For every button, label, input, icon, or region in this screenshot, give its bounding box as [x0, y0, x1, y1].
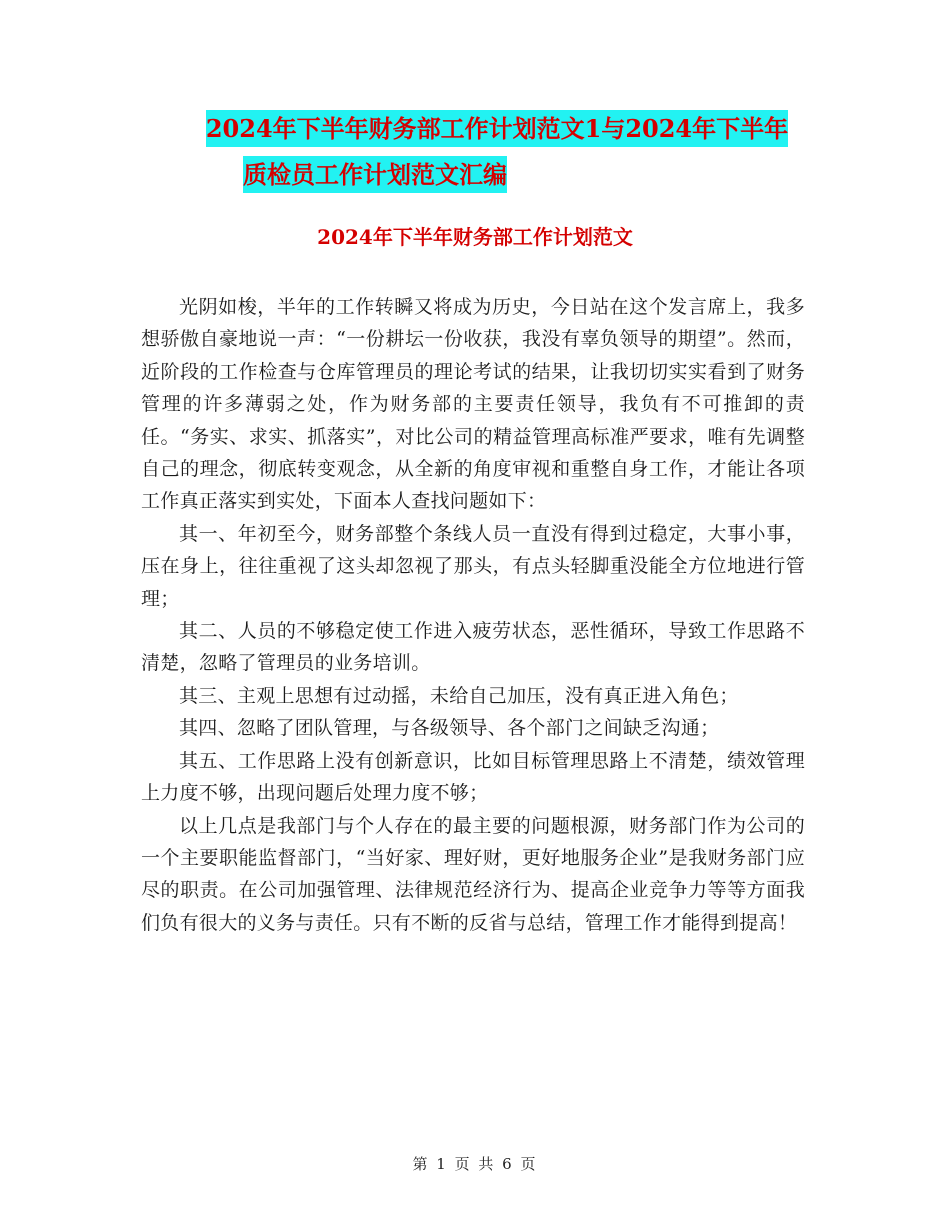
body-paragraph: 其四、忽略了团队管理，与各级领导、各个部门之间缺乏沟通； — [179, 717, 720, 740]
body-paragraph: 光阴如梭，半年的工作转瞬又将成为历史，今日站在这个发言席上，我多想骄傲自豪地说一声：“一份耕坛一份收获，我没有辜负领导的期望”。然而，近阶段的工作检查与仓库管理员的理论考试的结果，让我切切实实看到了财务管理的许多薄弱之处，作为财务部的主要责任领导，我负有不可推卸的责任。“务实、求实、抓落实”，对比公司的精益管理高标准严要求，唯有先调整自己的理念，彻底转变观念，从全新的角度审视和重整自身工作，才能让各项工作真正落实到实处，下面本人查找问题如下： — [141, 296, 805, 513]
body-paragraph: 其三、主观上思想有过动摇，未给自己加压，没有真正进入角色； — [179, 684, 739, 707]
document-body — [141, 291, 805, 939]
title-highlight: 质检员工作计划范文汇编 — [243, 156, 507, 193]
document-title-line-2 — [0, 158, 850, 192]
page-footer: 第 1 页 共 6 页 — [412, 1155, 538, 1173]
body-paragraph: 以上几点是我部门与个人存在的最主要的问题根源，财务部门作为公司的一个主要职能监督部门，“当好家、理好财，更好地服务企业”是我财务部门应尽的职责。在公司加强管理、法律规范经济行为、提高企业竞争力等等方面我们负有很大的义务与责任。只有不断的反省与总结，管理工作才能得到提高！ — [141, 814, 805, 934]
body-paragraph: 其一、年初至今，财务部整个条线人员一直没有得到过稳定，大事小事，压在身上，往往重视了这头却忽视了那头，有点头轻脚重没能全方位地进行管理； — [141, 522, 805, 610]
body-paragraph: 其二、人员的不够稳定使工作进入疲劳状态，恶性循环，导致工作思路不清楚，忽略了管理员的业务培训。 — [141, 620, 805, 675]
section-heading: 2024年下半年财务部工作计划范文 — [317, 225, 633, 249]
body-paragraph: 其五、工作思路上没有创新意识，比如目标管理思路上不清楚，绩效管理上力度不够，出现问题后处理力度不够； — [141, 749, 805, 805]
document-title-line-1 — [22, 112, 950, 146]
title-highlight: 2024年下半年财务部工作计划范文1与2024年下半年 — [206, 110, 788, 147]
